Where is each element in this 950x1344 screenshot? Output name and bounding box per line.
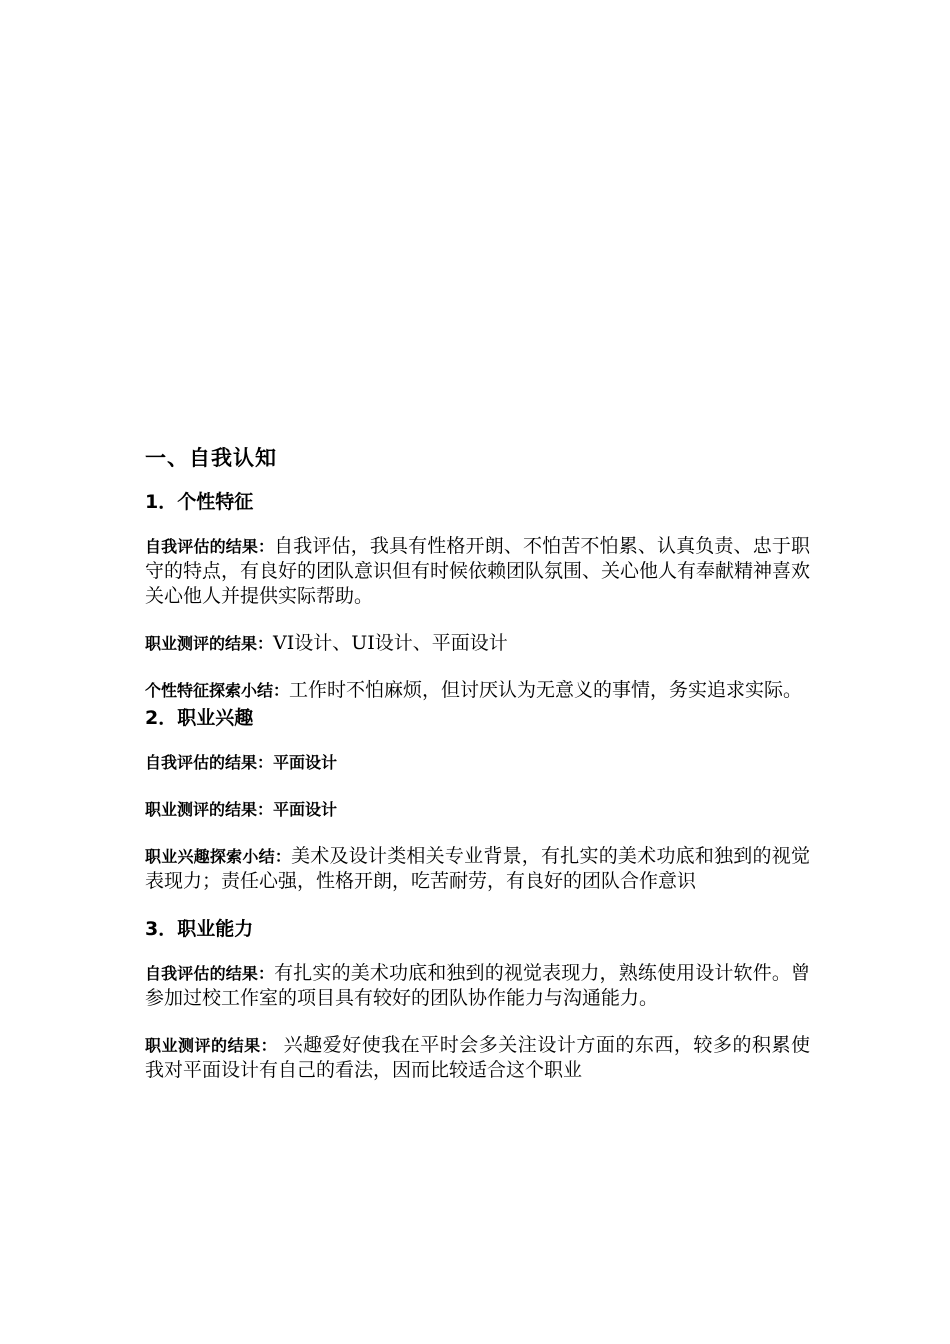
ability-test-label: 职业测评的结果： bbox=[145, 1036, 278, 1055]
ability-heading: 3．职业能力 bbox=[145, 918, 254, 940]
document-body bbox=[145, 443, 810, 1105]
interest-summary bbox=[145, 844, 810, 894]
interest-heading: 2．职业兴趣 bbox=[145, 707, 254, 729]
ability-self-eval bbox=[145, 961, 810, 1011]
ability-test bbox=[145, 1033, 810, 1083]
ability-self-eval-label: 自我评估的结果： bbox=[145, 964, 275, 983]
interest-self-eval bbox=[145, 750, 810, 775]
ability-test-text: 兴趣爱好使我在平时会多关注设计方面的东西，较多的积累使我对平面设计有自己的看法，因而比较适合这个职业 bbox=[145, 1034, 810, 1081]
interest-test-text: 平面设计 bbox=[273, 800, 338, 819]
ability-self-eval-text: 有扎实的美术功底和独到的视觉表现力，熟练使用设计软件。曾参加过校工作室的项目具有较好的团队协作能力与沟通能力。 bbox=[145, 962, 810, 1009]
personality-self-eval-text: 自我评估，我具有性格开朗、不怕苦不怕累、认真负责、忠于职守的特点，有良好的团队意识但有时候依赖团队氛围、关心他人有奉献精神喜欢关心他人并提供实际帮助。 bbox=[145, 535, 811, 607]
personality-heading: 1．个性特征 bbox=[145, 491, 254, 513]
personality-summary bbox=[145, 678, 810, 703]
interest-summary-text: 美术及设计类相关专业背景，有扎实的美术功底和独到的视觉表现力；责任心强，性格开朗，吃苦耐劳，有良好的团队合作意识 bbox=[145, 845, 810, 892]
interest-summary-label: 职业兴趣探索小结： bbox=[145, 847, 292, 866]
personality-test-label: 职业测评的结果： bbox=[145, 634, 274, 653]
interest-test bbox=[145, 797, 810, 822]
personality-summary-text: 工作时不怕麻烦，但讨厌认为无意义的事情，务实追求实际。 bbox=[289, 679, 803, 701]
personality-summary-label: 个性特征探索小结： bbox=[145, 681, 290, 700]
personality-self-eval bbox=[145, 534, 810, 609]
interest-test-label: 职业测评的结果： bbox=[145, 800, 274, 819]
interest-self-eval-label: 自我评估的结果： bbox=[145, 753, 274, 772]
section-title: 一、自我认知 bbox=[145, 446, 277, 470]
personality-test bbox=[145, 631, 810, 656]
personality-test-text: VI设计、UI设计、平面设计 bbox=[273, 632, 508, 654]
personality-self-eval-label: 自我评估的结果： bbox=[145, 537, 275, 556]
interest-self-eval-text: 平面设计 bbox=[273, 753, 338, 772]
